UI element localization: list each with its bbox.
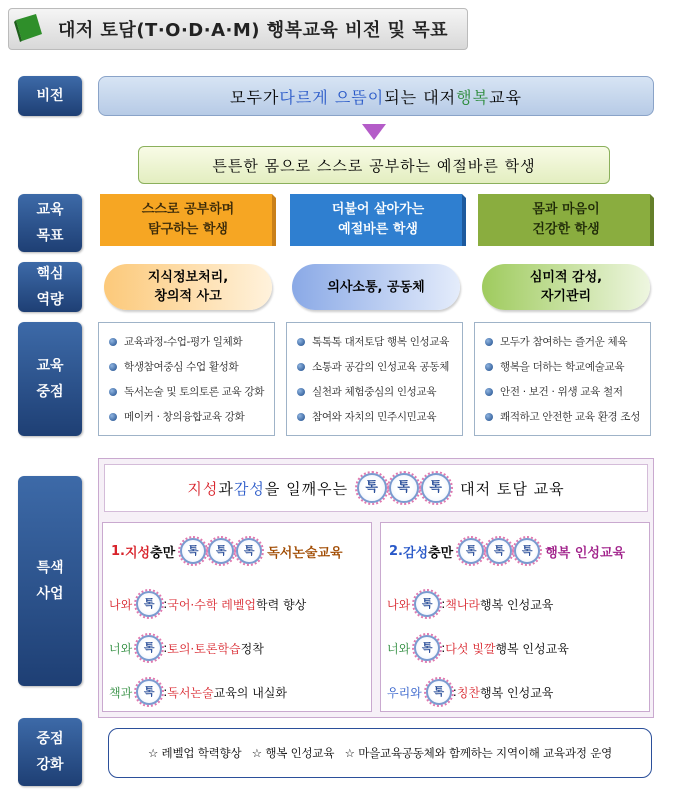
focus-column-3 <box>474 322 651 436</box>
goal-box-2 <box>290 194 466 246</box>
row-text: 정착 <box>240 641 264 656</box>
row-text: 행복 인성교육 <box>480 685 554 700</box>
tok-flower-icon: 톡 <box>486 538 512 564</box>
list-item <box>109 677 287 707</box>
bullet-icon <box>109 363 117 371</box>
list-item <box>297 404 456 429</box>
tok-flower-icon: 톡 <box>208 538 234 564</box>
competency-2: 의사소통, 공동체 <box>292 264 460 310</box>
headline-text: 대저 토담 교육 <box>460 479 565 498</box>
list-item-text: 행복을 더하는 학교예술교육 <box>500 361 625 373</box>
list-item <box>109 589 306 619</box>
competency-3: 심미적 감성, 자기관리 <box>482 264 650 310</box>
special-panel-intellect <box>102 522 372 712</box>
emphasis-item: 마을교육공동체와 함께하는 지역이해 교육과정 운영 <box>358 746 613 760</box>
heading-keyword: 감성 <box>402 545 429 561</box>
heading-keyword: 지성 <box>124 545 151 561</box>
sidebar-label-emphasis: 중점 강화 <box>18 718 82 786</box>
list-item <box>109 633 264 663</box>
list-item <box>387 677 553 707</box>
bullet-icon <box>297 388 305 396</box>
row-text: 학력 향상 <box>256 597 307 612</box>
tok-flower-icon: 톡 <box>426 679 452 705</box>
green-book-icon <box>14 14 44 42</box>
row-lead: 너와 <box>387 641 411 656</box>
goal-box-1 <box>100 194 276 246</box>
tok-flower-icon: 톡 <box>136 591 162 617</box>
emphasis-item: 행복 인성교육 <box>265 746 335 760</box>
list-item-text: 학생참여중심 수업 활성화 <box>124 361 239 373</box>
tok-flower-icon: 톡 <box>414 635 440 661</box>
headline-keyword-intellect: 지성 <box>187 479 219 498</box>
row-highlight: 책나라 <box>445 597 481 612</box>
student-image: 튼튼한 몸으로 스스로 공부하는 예절바른 학생 <box>138 146 610 184</box>
bullet-icon <box>485 338 493 346</box>
list-item <box>109 329 268 354</box>
row-colon: : <box>441 597 446 611</box>
headline-keyword-emotion: 감성 <box>233 479 265 498</box>
bullet-icon <box>297 363 305 371</box>
list-item-text: 소통과 공감의 인성교육 공동체 <box>312 361 450 373</box>
vision-text: 되는 대저 <box>384 87 457 107</box>
list-item <box>387 633 569 663</box>
list-item <box>109 379 268 404</box>
flower-group <box>179 538 263 564</box>
sidebar-label-competency: 핵심 역량 <box>18 262 82 312</box>
row-colon: : <box>163 597 168 611</box>
tok-flower-icon: 톡 <box>458 538 484 564</box>
row-highlight: 토의·토론학습 <box>167 641 241 656</box>
tok-flower-icon: 톡 <box>236 538 262 564</box>
panel-heading <box>103 523 371 579</box>
emphasis-item: 레벨업 학력향상 <box>161 746 242 760</box>
tok-flower-icon: 톡 <box>357 473 387 503</box>
bullet-icon <box>297 338 305 346</box>
goal-label: 스스로 공부하며 탐구하는 학생 <box>141 202 235 237</box>
list-item <box>109 354 268 379</box>
bullet-icon <box>485 388 493 396</box>
tok-flower-icon: 톡 <box>136 635 162 661</box>
row-lead: 책과 <box>109 685 133 700</box>
list-item <box>297 354 456 379</box>
vision-text: 모두가 <box>230 87 280 107</box>
sidebar-label-vision: 비전 <box>18 76 82 116</box>
bullet-icon <box>109 338 117 346</box>
row-colon: : <box>163 685 168 699</box>
goal-label: 몸과 마음이 건강한 학생 <box>532 202 600 237</box>
row-highlight: 국어·수학 레벨업 <box>167 597 257 612</box>
tok-flower-icon: 톡 <box>180 538 206 564</box>
sidebar-label-goals: 교육 목표 <box>18 194 82 252</box>
bullet-icon <box>297 413 305 421</box>
special-panel-emotion <box>380 522 650 712</box>
tok-flower-icon: 톡 <box>421 473 451 503</box>
heading-text: 충만 <box>150 545 176 561</box>
bullet-icon <box>485 413 493 421</box>
special-headline <box>104 464 648 512</box>
list-item <box>109 404 268 429</box>
list-item-text: 쾌적하고 안전한 교육 환경 조성 <box>500 411 641 423</box>
row-colon: : <box>163 641 168 655</box>
panel-heading <box>381 523 649 579</box>
star-icon: ☆ <box>344 746 355 760</box>
row-lead: 우리와 <box>387 685 422 700</box>
flower-group <box>356 473 452 503</box>
bullet-icon <box>485 363 493 371</box>
heading-text: 충만 <box>428 545 454 561</box>
goal-label: 더불어 살아가는 예절바른 학생 <box>331 202 425 237</box>
list-item-text: 톡톡톡 대저토담 행복 인성교육 <box>312 336 450 348</box>
row-lead: 나와 <box>109 597 133 612</box>
row-lead: 너와 <box>109 641 133 656</box>
down-arrow-icon <box>362 124 386 140</box>
focus-column-1 <box>98 322 275 436</box>
row-highlight: 칭찬 <box>456 685 481 700</box>
list-item <box>485 329 644 354</box>
heading-tail: 독서논술교육 <box>267 545 343 561</box>
goal-box-3 <box>478 194 654 246</box>
row-highlight: 다섯 빛깔 <box>445 641 496 656</box>
bullet-icon <box>109 388 117 396</box>
list-item <box>485 354 644 379</box>
headline-text: 과 <box>218 479 234 498</box>
tok-flower-icon: 톡 <box>414 591 440 617</box>
vision-highlight: 다르게 으뜸이 <box>279 87 385 107</box>
list-item <box>485 379 644 404</box>
heading-tail: 행복 인성교육 <box>545 545 626 561</box>
vision-text: 교육 <box>489 87 522 107</box>
sidebar-label-focus: 교육 중점 <box>18 322 82 436</box>
tok-flower-icon: 톡 <box>514 538 540 564</box>
list-item <box>387 589 553 619</box>
sidebar-label-special: 특색 사업 <box>18 476 82 686</box>
emphasis-box <box>108 728 652 778</box>
list-item-text: 참여와 자치의 민주시민교육 <box>312 411 437 423</box>
vision-statement <box>98 76 654 116</box>
list-item-text: 모두가 참여하는 즐거운 체육 <box>500 336 628 348</box>
list-item <box>297 379 456 404</box>
row-lead: 나와 <box>387 597 411 612</box>
list-item-text: 교육과정-수업-평가 일체화 <box>124 336 243 348</box>
list-item-text: 실천과 체험중심의 인성교육 <box>312 386 437 398</box>
list-item <box>485 404 644 429</box>
row-text: 행복 인성교육 <box>480 597 554 612</box>
star-icon: ☆ <box>251 746 262 760</box>
row-text: 교육의 내실화 <box>213 685 287 700</box>
bullet-icon <box>109 413 117 421</box>
row-colon: : <box>441 641 446 655</box>
headline-text: 을 일깨우는 <box>264 479 349 498</box>
tok-flower-icon: 톡 <box>389 473 419 503</box>
list-item-text: 안전 · 보건 · 위생 교육 철저 <box>500 386 623 398</box>
competency-1: 지식정보처리, 창의적 사고 <box>104 264 272 310</box>
list-item <box>297 329 456 354</box>
vision-highlight-happy: 행복 <box>456 87 490 107</box>
focus-column-2 <box>286 322 463 436</box>
star-icon: ☆ <box>147 746 159 760</box>
row-text: 행복 인성교육 <box>495 641 569 656</box>
list-item-text: 독서논술 및 토의토론 교육 강화 <box>124 386 265 398</box>
row-colon: : <box>452 685 457 699</box>
heading-number: 2. <box>389 543 403 559</box>
flower-group <box>457 538 541 564</box>
row-highlight: 독서논술 <box>167 685 214 700</box>
page-title: 대저 토담(T·O·D·A·M) 행복교육 비전 및 목표 <box>58 20 449 41</box>
tok-flower-icon: 톡 <box>136 679 162 705</box>
list-item-text: 메이커 · 창의융합교육 강화 <box>124 411 245 423</box>
heading-number: 1. <box>111 543 125 559</box>
